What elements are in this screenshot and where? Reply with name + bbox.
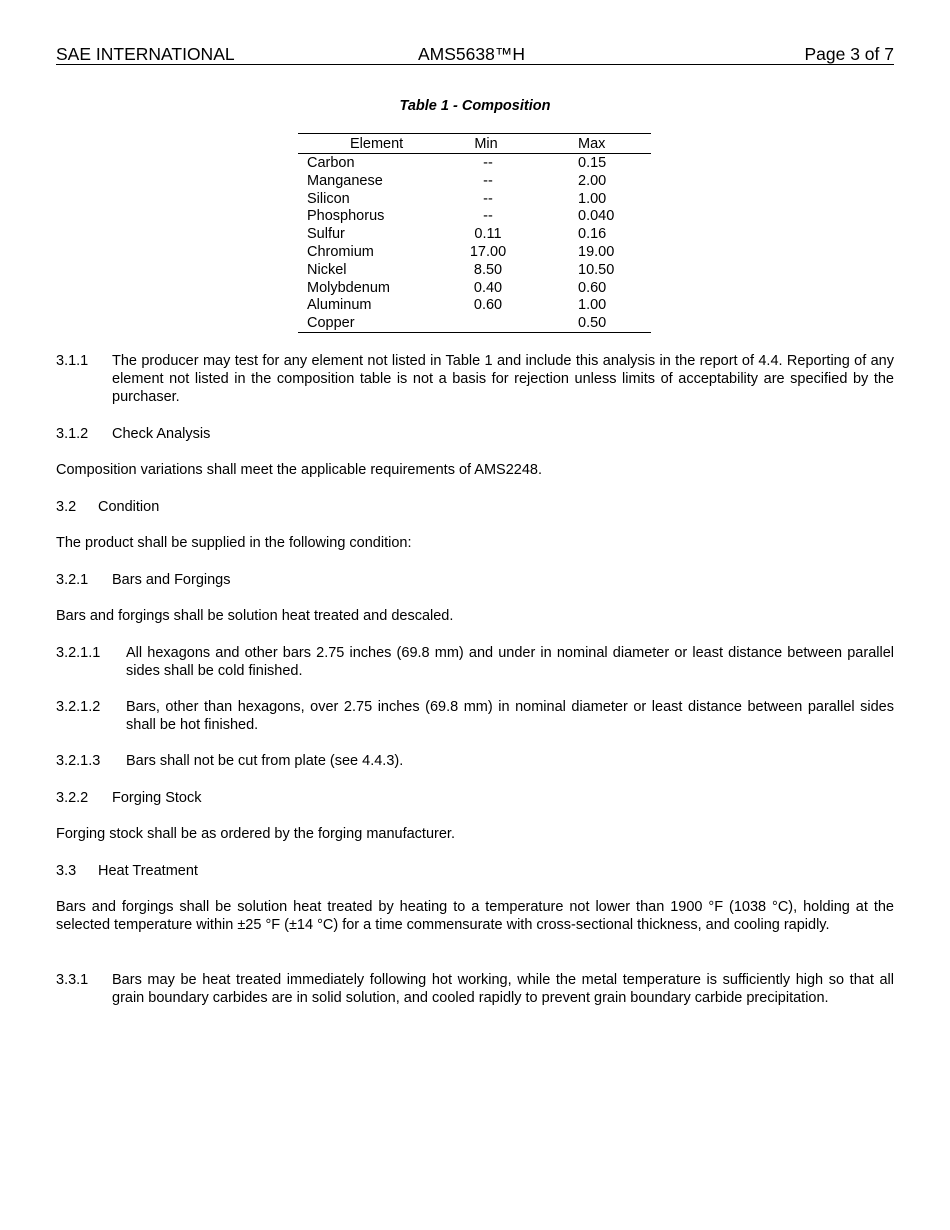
table-header-row bbox=[298, 133, 651, 154]
cell-max: 10.50 bbox=[578, 261, 615, 278]
section-3-2-1-1 bbox=[56, 644, 894, 680]
cell-element: Aluminum bbox=[307, 297, 372, 314]
header-doc-number: AMS5638™H bbox=[418, 44, 525, 64]
cell-min: -- bbox=[483, 208, 493, 225]
cell-max: 0.16 bbox=[578, 226, 607, 243]
cell-max: 0.040 bbox=[578, 208, 615, 225]
cell-min: -- bbox=[483, 172, 493, 189]
cell-max: 1.00 bbox=[578, 297, 607, 314]
section-3-1-1 bbox=[56, 352, 894, 406]
cell-min: -- bbox=[483, 190, 493, 207]
cell-element: Molybdenum bbox=[307, 279, 391, 296]
cell-min: -- bbox=[483, 155, 493, 171]
section-title: Heat Treatment bbox=[98, 863, 198, 879]
table-row bbox=[298, 243, 651, 261]
section-number: 3.1.1 bbox=[56, 353, 89, 369]
table-row bbox=[298, 279, 651, 297]
section-text: All hexagons and other bars 2.75 inches (69.8 mm) and under in nominal diameter or least distance between parallel sides shall be cold finished. bbox=[126, 645, 894, 679]
table-row bbox=[298, 154, 651, 172]
section-number: 3.2.1.2 bbox=[56, 699, 101, 715]
table-row bbox=[298, 207, 651, 225]
section-3-2-1-3 bbox=[56, 752, 894, 770]
cell-element: Manganese bbox=[307, 172, 383, 189]
table-row bbox=[298, 296, 651, 314]
section-title: Forging Stock bbox=[112, 790, 202, 806]
cell-element: Chromium bbox=[307, 243, 374, 260]
table-row bbox=[298, 261, 651, 279]
section-number: 3.1.2 bbox=[56, 426, 89, 442]
section-text: Bars may be heat treated immediately following hot working, while the metal temperature is sufficiently high so that all grain boundary carbides are in solid solution, and cooled rapidly to prevent grain boundary carbide precipitation. bbox=[112, 972, 894, 1006]
cell-max: 0.50 bbox=[578, 315, 607, 332]
section-3-2-1-2 bbox=[56, 698, 894, 734]
section-3-3-1 bbox=[56, 971, 894, 1007]
cell-element: Phosphorus bbox=[307, 208, 385, 225]
section-number: 3.3 bbox=[56, 863, 77, 879]
table-row bbox=[298, 172, 651, 190]
table-title: Table 1 - Composition bbox=[399, 98, 551, 114]
section-text: Bars shall not be cut from plate (see 4.4.3). bbox=[126, 753, 404, 769]
section-text: Bars, other than hexagons, over 2.75 inches (69.8 mm) in nominal diameter or least distance between parallel sides shall be hot finished. bbox=[126, 699, 894, 733]
section-text: The producer may test for any element not listed in Table 1 and include this analysis in the report of 4.4. Reporting of any element not listed in the composition table is not a basis for rejection unless limits of acceptability are specified by the purchaser. bbox=[112, 353, 894, 405]
cell-element: Sulfur bbox=[307, 226, 345, 243]
cell-min: 8.50 bbox=[473, 261, 503, 278]
section-number: 3.2.1.3 bbox=[56, 753, 101, 769]
cell-max: 1.00 bbox=[578, 190, 607, 207]
paragraph: Bars and forgings shall be solution heat treated by heating to a temperature not lower than 1900 °F (1038 °C), holding at the selected temperature within ±25 °F (±14 °C) for a time commensurate with cross-sectional thickness, and cooling rapidly. bbox=[56, 899, 894, 933]
cell-element: Nickel bbox=[307, 261, 347, 278]
cell-element: Carbon bbox=[307, 155, 355, 171]
cell-min: 0.40 bbox=[473, 279, 503, 296]
section-number: 3.2.1 bbox=[56, 572, 89, 588]
cell-min: 0.60 bbox=[473, 297, 503, 314]
cell-element: Silicon bbox=[307, 190, 350, 207]
column-header-element: Element bbox=[350, 136, 404, 152]
table-row bbox=[298, 225, 651, 243]
section-number: 3.2 bbox=[56, 499, 77, 515]
paragraph: Forging stock shall be as ordered by the forging manufacturer. bbox=[56, 826, 455, 842]
section-number: 3.2.2 bbox=[56, 790, 89, 806]
section-number: 3.2.1.1 bbox=[56, 645, 101, 661]
section-title: Check Analysis bbox=[112, 426, 211, 442]
column-header-max: Max bbox=[578, 136, 606, 152]
paragraph: The product shall be supplied in the following condition: bbox=[56, 535, 412, 551]
cell-max: 0.60 bbox=[578, 279, 607, 296]
header-org: SAE INTERNATIONAL bbox=[56, 44, 235, 64]
composition-table bbox=[298, 133, 651, 333]
cell-min: 17.00 bbox=[469, 243, 507, 260]
section-title: Condition bbox=[98, 499, 160, 515]
cell-max: 2.00 bbox=[578, 172, 607, 189]
page-header bbox=[56, 44, 894, 65]
table-row bbox=[298, 190, 651, 208]
cell-max: 0.15 bbox=[578, 155, 607, 171]
section-title: Bars and Forgings bbox=[112, 572, 231, 588]
cell-max: 19.00 bbox=[578, 243, 615, 260]
section-number: 3.3.1 bbox=[56, 972, 89, 988]
table-row bbox=[298, 314, 651, 333]
cell-min: 0.11 bbox=[474, 226, 502, 243]
paragraph: Bars and forgings shall be solution heat treated and descaled. bbox=[56, 608, 454, 624]
column-header-min: Min bbox=[474, 136, 498, 152]
cell-element: Copper bbox=[307, 315, 355, 332]
paragraph: Composition variations shall meet the applicable requirements of AMS2248. bbox=[56, 462, 543, 478]
header-page-number: Page 3 of 7 bbox=[804, 44, 894, 64]
